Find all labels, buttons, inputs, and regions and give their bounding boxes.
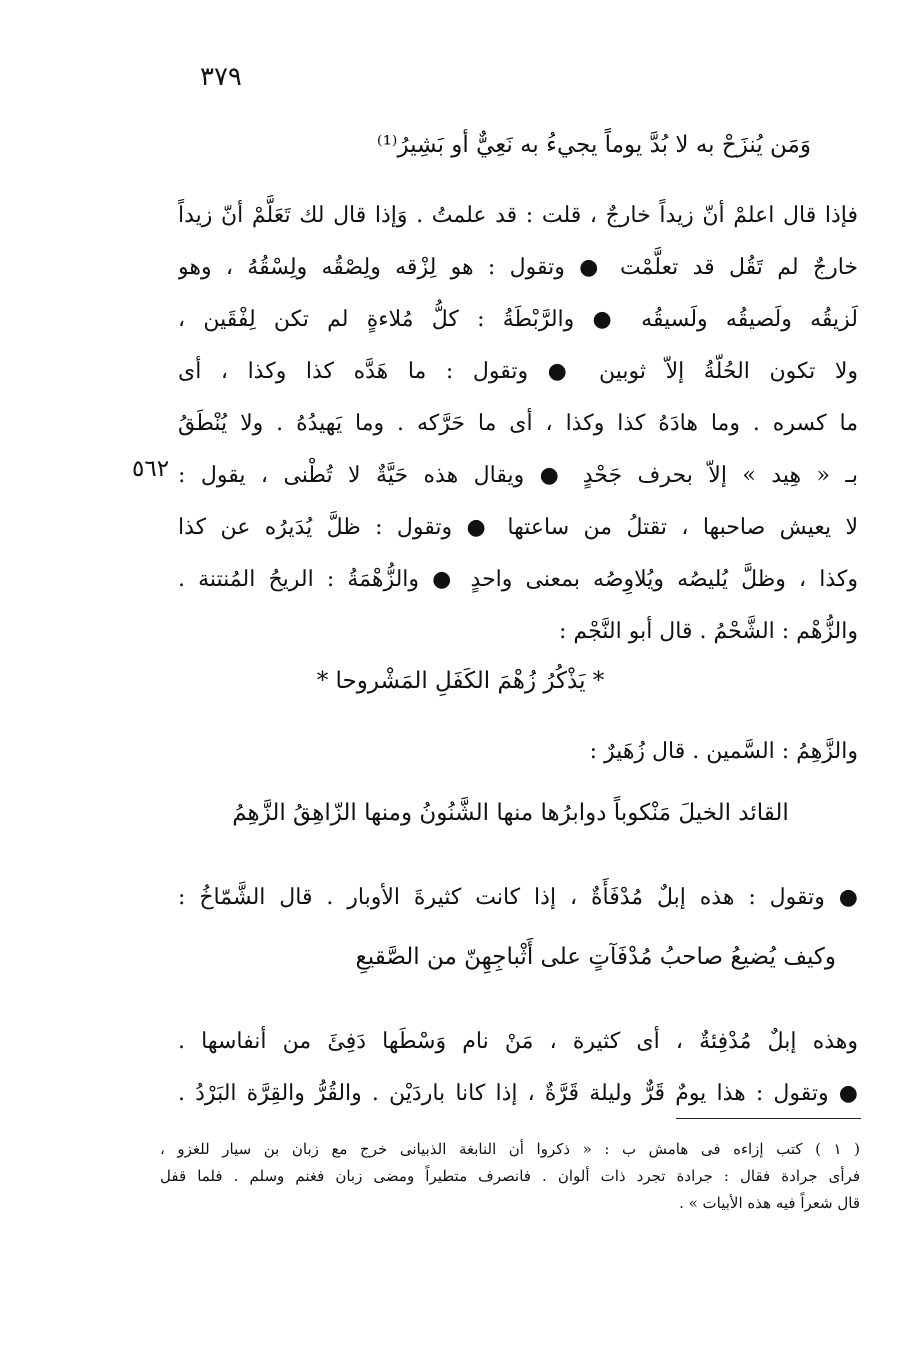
- text-line: خارجٌ لم تَقُل قد تعلَّمْت ● وتقول : هو لِزْقه ولِصْقُه ولِسْقُهُ ، وهو: [178, 255, 858, 280]
- paragraph-shammakh-intro: [178, 872, 858, 924]
- footnote-line: فرأى جرادة فقال : جرادة تجرد ذات ألوان . فانصرف متطيراً ومضى زبان فغنم وسلم . فلما قفل: [160, 1167, 860, 1185]
- verse-line-zuhair: القائد الخيلَ مَنْكوباً دوابرُها منها الشَّنُونُ ومنها الزّاهِقُ الزَّهِمُ: [232, 800, 789, 826]
- text-line: لَزيقُه ولَصيقُه ولَسيقُه ● والرَّبْطَةُ : كلُّ مُلاءةٍ لم تكن لِفْقَين ،: [178, 307, 858, 332]
- footnote-line: ( ١ ) كتب إزاءه فى هامش ب : « ذكروا أن النابغة الذبيانى خرج مع زبان بن سيار للغزو ،: [160, 1140, 860, 1158]
- footnote-line: قال شعراً فيه هذه الأبيات » .: [679, 1194, 860, 1212]
- text-line: وهذه إبلٌ مُدْفِئةٌ ، أى كثيرة ، مَنْ نام وَسْطَها دَفِئَ من أنفاسها .: [178, 1029, 858, 1054]
- text-line: ● وتقول : هذا يومٌ قَرٌّ وليلة قَرَّةٌ ، إذا كانا باردَيْن . والقُرُّ والقِرَّة البَرْدُ .: [178, 1081, 858, 1106]
- paragraph-main: [178, 190, 858, 658]
- verse-line-shammakh: وكيف يُضيعُ صاحبُ مُدْفَآتٍ على أَثْباجِهِنّ من الصَّقيعِ: [355, 944, 836, 970]
- paragraph-closing: [178, 1016, 858, 1120]
- page-number: ٣٧٩: [200, 62, 242, 92]
- text-line: ما كسره . وما هادَهُ كذا وكذا ، أى ما حَرَّكه . وما يَهيدُهُ . ولا يُنْطَقُ: [178, 411, 858, 436]
- text-line: ● وتقول : هذه إبلٌ مُدْفَأَةٌ ، إذا كانت كثيرةَ الأوبار . قال الشَّمّاخُ :: [178, 885, 858, 910]
- paragraph-zuhair-intro: [178, 726, 858, 778]
- verse-line-top: وَمَن يُنزَحْ به لا بُدَّ يوماً يجيءُ به نَعِيٌّ أو بَشِيرُ⁽¹⁾: [376, 132, 811, 158]
- footnote: [160, 1136, 860, 1217]
- text-line: وكذا ، وظلَّ يُليصُه ويُلاوِصُه بمعنى واحدٍ ● والزُّهْمَةُ : الريحُ المُنتنة .: [178, 567, 858, 592]
- text-line: والزُّهْم : الشَّحْمُ . قال أبو النَّجْم :: [559, 619, 858, 644]
- footnote-divider: [676, 1118, 861, 1119]
- text-line: فإذا قال اعلمْ أنّ زيداً خارجٌ ، قلت : قد علمتُ . وَإذا قال لك تَعَلَّمْ أنّ زيداً: [178, 203, 858, 228]
- text-line: بـ « هِيد » إلاّ بحرف جَحْدٍ ● ويقال هذه حَيَّةٌ لا تُطْنى ، يقول :: [178, 463, 858, 488]
- margin-reference-number: ٥٦٢: [132, 456, 170, 482]
- text-line: ولا تكون الحُلّةُ إلاّ ثوبين ● وتقول : ما هَدَّه كذا وكذا ، أى: [178, 359, 858, 384]
- text-line: لا يعيش صاحبها ، تقتلُ من ساعتها ● وتقول : ظلَّ يُدَيرُه عن كذا: [178, 515, 858, 540]
- text-line: والزَّهِمُ : السَّمين . قال زُهَيرٌ :: [589, 739, 858, 764]
- verse-line-abu-najm: * يَذْكُرُ زُهْمَ الكَفَلِ المَشْروحا *: [316, 668, 605, 694]
